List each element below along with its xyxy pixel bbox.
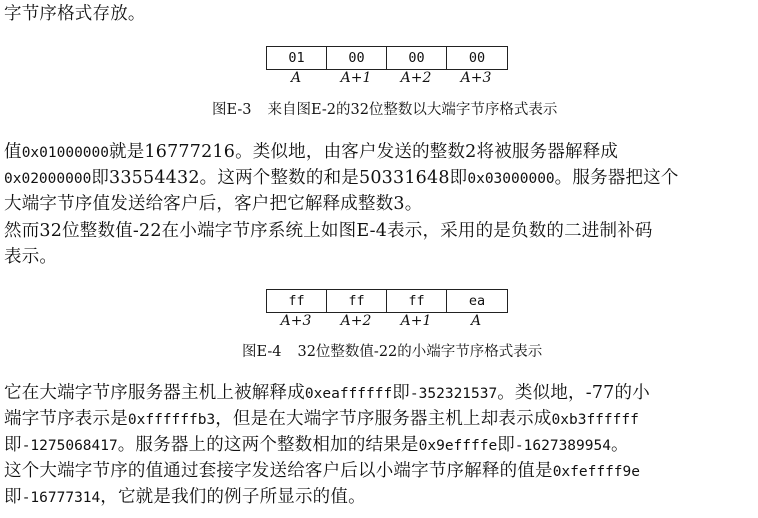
figure-e3-byte-box [266, 46, 508, 70]
text-run: 。服务器上的这两个整数相加的结果是 [117, 435, 419, 455]
address-label: A [470, 313, 482, 329]
byte-cell: 01 [267, 47, 327, 69]
figure-e4-number: 图E-4 [242, 344, 282, 360]
byte-cell: ff [387, 290, 447, 312]
figure-e3-number: 图E-3 [212, 102, 252, 118]
address-label: A+1 [340, 70, 372, 86]
text-run: 。服务器把这个 [554, 168, 679, 188]
code-value: 0xb3ffffff [551, 412, 639, 428]
figure-e3-addresses [266, 70, 506, 86]
text-run: 值 [4, 142, 22, 162]
text-run: 这个大端字节序的值通过套接字发送给客户后以小端字节序解释的值是 [4, 461, 553, 481]
code-value: -352321537 [409, 386, 498, 402]
byte-cell: 00 [468, 50, 486, 66]
text-line [4, 433, 629, 458]
text-run: 端字节序表示是 [4, 409, 128, 429]
text-run: 即 [497, 435, 515, 455]
byte-cell: ea [468, 293, 486, 309]
text-line [4, 407, 639, 432]
code-value: 0xeaffffff [304, 386, 393, 402]
address-label: A [290, 70, 302, 86]
text-line [4, 245, 57, 269]
code-value: 0x03000000 [467, 171, 555, 187]
code-value: -1627389954 [514, 438, 611, 454]
text-run: ，但是在大端字节序服务器主机上却表示成 [215, 409, 552, 429]
text-run: 就是16777216。类似地，由客户发送的整数2将被服务器解释成 [109, 142, 619, 162]
figure-e4-caption-text: 32位整数值-22的小端字节序格式表示 [297, 344, 543, 360]
text-line [4, 140, 618, 165]
text-line [4, 381, 650, 406]
figure-e4-caption [242, 342, 542, 362]
text-line [4, 459, 640, 484]
figure-e3-caption-text: 来自图E-2的32位整数以大端字节序格式表示 [267, 102, 558, 118]
address-label: A+2 [400, 70, 432, 86]
text-run: 表示。 [4, 247, 58, 267]
text-run: ，它就是我们的例子所显示的值。 [100, 487, 366, 507]
text-run: 它在大端字节序服务器主机上被解释成 [4, 383, 305, 403]
text-line [4, 192, 422, 216]
text-line [4, 2, 146, 26]
text-run: 。 [610, 435, 629, 455]
text-line [4, 166, 679, 191]
text-run: 然而32位整数值-22在小端字节序系统上如图E-4表示，采用的是负数的二进制补码 [4, 221, 653, 241]
byte-cell: 00 [327, 47, 387, 69]
text-run: 。类似地，-77的小 [497, 383, 650, 403]
figure-e4-byte-box [266, 289, 508, 313]
text-run: 字节序格式存放。 [4, 4, 146, 24]
code-value: 0x01000000 [21, 145, 110, 161]
address-label: A+3 [460, 70, 492, 86]
text-run: 大端字节序值发送给客户后，客户把它解释成整数3。 [4, 194, 423, 214]
code-value: 0xffffffb3 [127, 412, 216, 428]
byte-cell: ff [267, 290, 327, 312]
byte-cell: 00 [387, 47, 447, 69]
figure-e4-addresses [266, 313, 506, 329]
text-run: 即 [4, 487, 22, 507]
code-value: 0x9effffe [418, 438, 498, 454]
text-line [4, 219, 653, 243]
code-value: -16777314 [21, 490, 101, 506]
text-run: 即 [392, 383, 410, 403]
byte-cell: ff [327, 290, 387, 312]
address-label: A+1 [400, 313, 432, 329]
code-value: 0xfeffff9e [552, 464, 641, 480]
address-label: A+2 [340, 313, 372, 329]
address-label: A+3 [280, 313, 312, 329]
figure-e3-caption [212, 100, 557, 120]
code-value: 0x02000000 [4, 171, 92, 187]
code-value: -1275068417 [21, 438, 118, 454]
text-run: 即 [4, 435, 22, 455]
text-run: 即33554432。这两个整数的和是50331648即 [91, 168, 468, 188]
text-line [4, 485, 366, 510]
